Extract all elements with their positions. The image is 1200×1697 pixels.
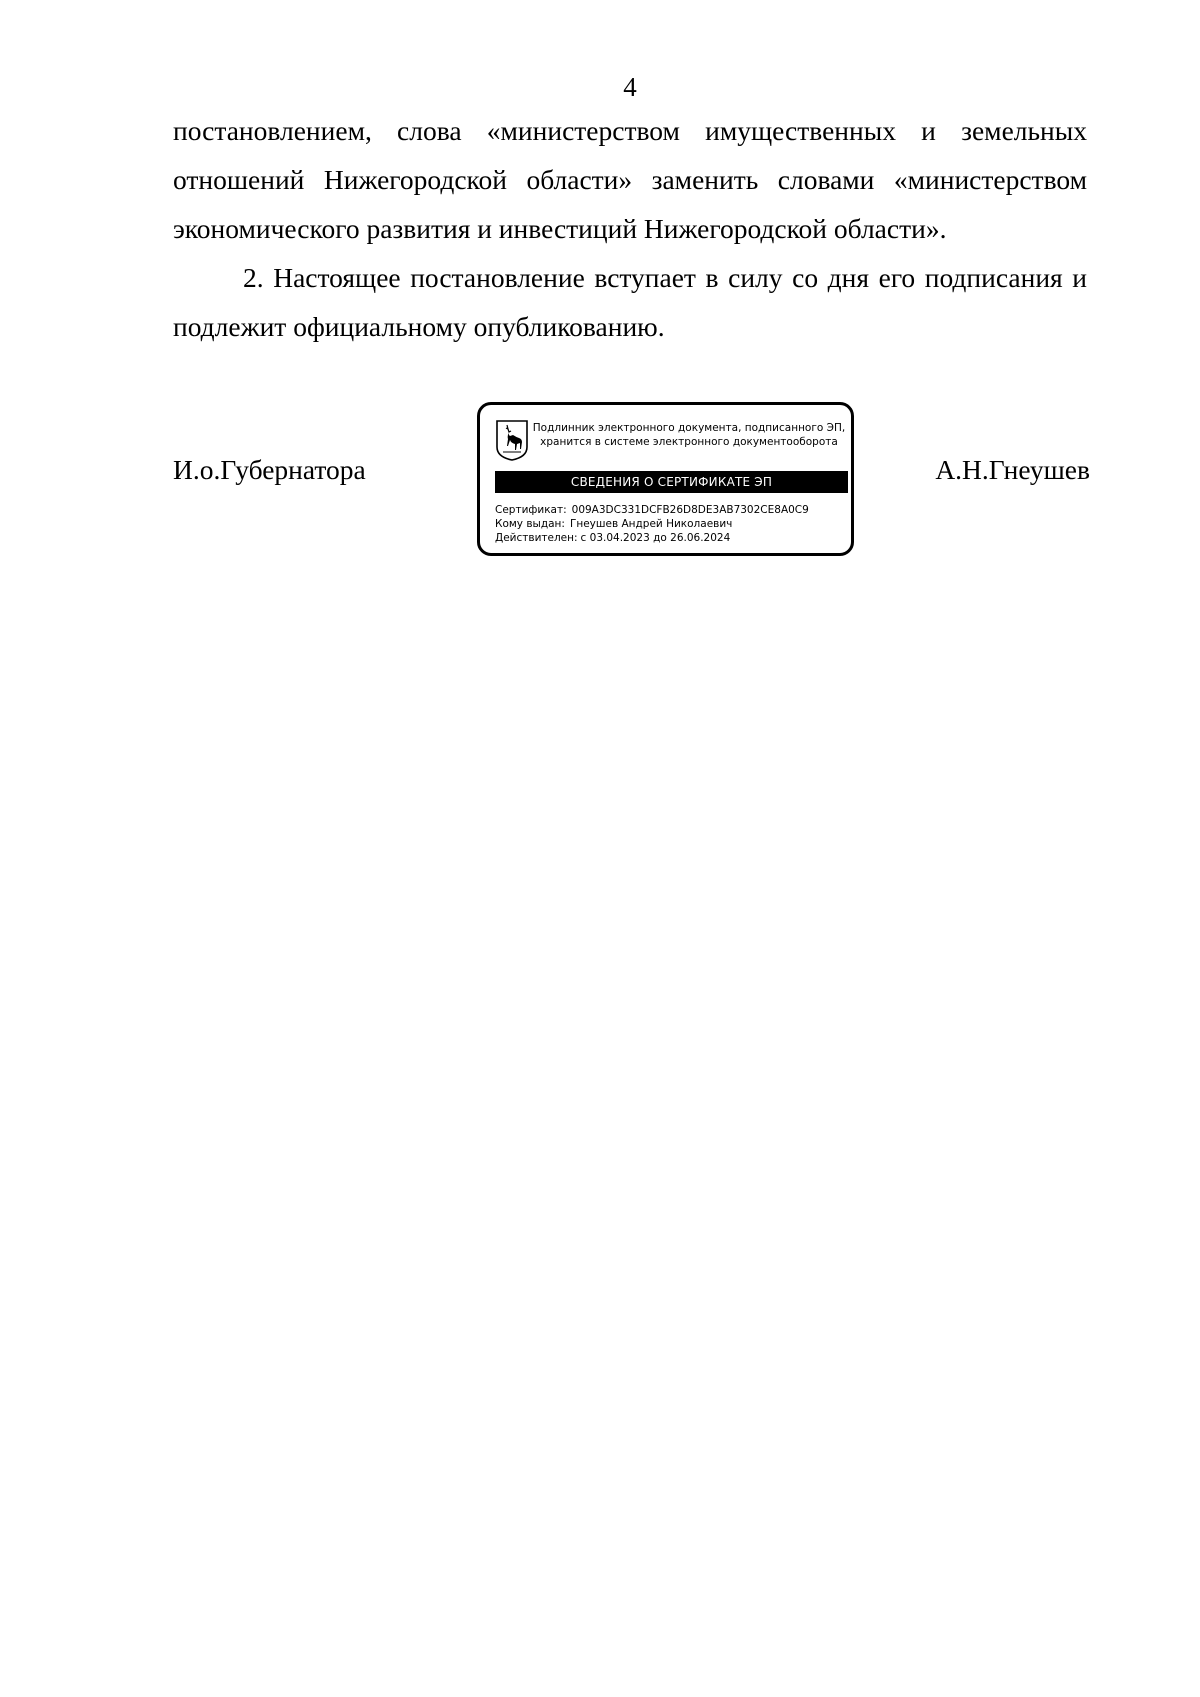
stamp-header-line-1: Подлинник электронного документа, подписанного ЭП, [532,422,846,434]
stamp-header-line-2: хранится в системе электронного документооборота [540,436,838,448]
validity-value: с 03.04.2023 до 26.06.2024 [580,532,731,544]
paragraph-effective-date: 2. Настоящее постановление вступает в силу со дня его подписания и подлежит официальному опубликованию. [173,262,1087,342]
stamp-header [532,421,846,449]
stamp-row-validity [495,531,847,545]
deer-emblem-icon [495,419,529,461]
document-body [173,106,1087,351]
issued-to-label: Кому выдан: [495,518,565,530]
validity-label: Действителен: [495,532,578,544]
paragraph-continuation: постановлением, слова «министерством имущественных и земельных отношений Нижегородской области» заменить словами «министерством экономического развития и инвестиций Нижегородской области». [173,115,1087,244]
electronic-signature-stamp [477,402,854,556]
certificate-label: Сертификат: [495,504,567,516]
stamp-certificate-details [495,503,847,545]
stamp-row-issued-to [495,517,847,531]
certificate-value: 009A3DC331DCFB26D8DE3AB7302CE8A0C9 [571,504,809,516]
stamp-row-certificate [495,503,847,517]
signer-title: И.о.Губернатора [173,454,366,485]
issued-to-value: Гнеушев Андрей Николаевич [569,518,733,530]
page-number: 4 [623,72,637,102]
signer-name: А.Н.Гнеушев [935,454,1090,485]
stamp-certificate-bar: СВЕДЕНИЯ О СЕРТИФИКАТЕ ЭП [495,471,848,493]
